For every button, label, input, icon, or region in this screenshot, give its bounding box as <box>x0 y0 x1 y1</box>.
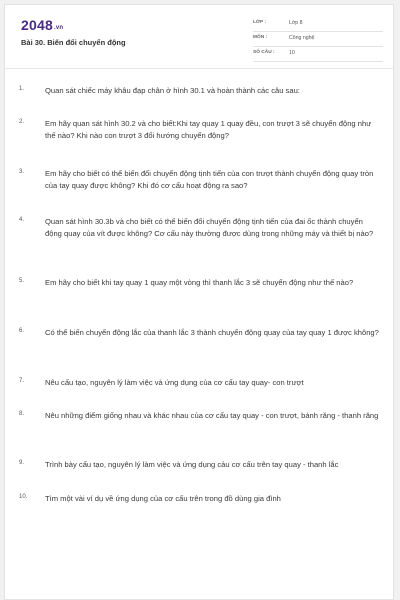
question-number: 6. <box>19 328 25 334</box>
question-text: Quan sát chiếc máy khâu đạp chân ở hình 30.1 và hoàn thành các câu sau: <box>45 86 300 95</box>
question-text: Tìm một vài ví dụ về ứng dụng của cơ cấu trên trong đồ dùng gia đình <box>45 494 281 503</box>
question-text: Em hãy quan sát hình 30.2 và cho biết:Khi tay quay 1 quay đều, con trượt 3 sẽ chuyển động như thế nào? Khi nào con trượt 3 đổi hướng chuyển động? <box>45 119 372 140</box>
question-number: 9. <box>19 460 25 466</box>
question-text: Em hãy cho biết khi tay quay 1 quay một vòng thì thanh lắc 3 sẽ chuyển động như thế nào? <box>45 278 354 287</box>
meta-value: Công nghệ <box>289 35 315 41</box>
question-text: Quan sát hình 30.3b và cho biết có thể biến đổi chuyển động tịnh tiến của đai ốc thành chuyển động quay của vít được không? Cơ cấu này thường được dùng trong những máy và thiết bị nào? <box>45 217 374 238</box>
meta-row-question-count <box>253 47 383 62</box>
meta-label: LỚP : <box>253 20 267 25</box>
question-number: 10. <box>19 494 28 500</box>
question-number: 5. <box>19 278 25 284</box>
question-text: Nêu cấu tạo, nguyên lý làm việc và ứng dụng của cơ cấu tay quay- con trượt <box>45 378 304 387</box>
question-number: 2. <box>19 119 25 125</box>
meta-row-class <box>253 17 383 32</box>
worksheet-header <box>5 5 394 69</box>
meta-value: Lớp 8 <box>289 20 303 26</box>
meta-table <box>253 17 383 62</box>
question-text: Trình bày cấu tạo, nguyên lý làm việc và ứng dụng cảu cơ cấu trên tay quay - thanh lắc <box>45 460 339 469</box>
meta-label: SỐ CÂU : <box>253 50 275 55</box>
question-number: 4. <box>19 217 25 223</box>
question-text: Có thể biến chuyển động lắc của thanh lắc 3 thành chuyển động quay của tay quay 1 được không? <box>45 328 379 337</box>
logo-suffix: .vn <box>53 25 64 31</box>
question-number: 8. <box>19 411 25 417</box>
site-logo[interactable] <box>21 17 63 33</box>
meta-value: 10 <box>289 50 295 56</box>
worksheet-page <box>4 4 394 600</box>
question-number: 7. <box>19 378 25 384</box>
question-number: 3. <box>19 169 25 175</box>
logo-text: 2048 <box>21 17 53 33</box>
lesson-title: Bài 30. Biến đổi chuyển động <box>21 38 126 47</box>
question-text: Em hãy cho biết có thể biến đổi chuyển động tịnh tiến của con trượt thành chuyển động quay tròn của tay quay được không? Khi đó cơ cấu hoạt động ra sao? <box>45 169 374 190</box>
question-number: 1. <box>19 86 25 92</box>
meta-row-subject <box>253 32 383 47</box>
question-text: Nêu những điểm giống nhau và khác nhau của cơ cấu tay quay - con trượt, bánh răng - thanh răng <box>45 411 379 420</box>
meta-label: MÔN : <box>253 35 268 40</box>
